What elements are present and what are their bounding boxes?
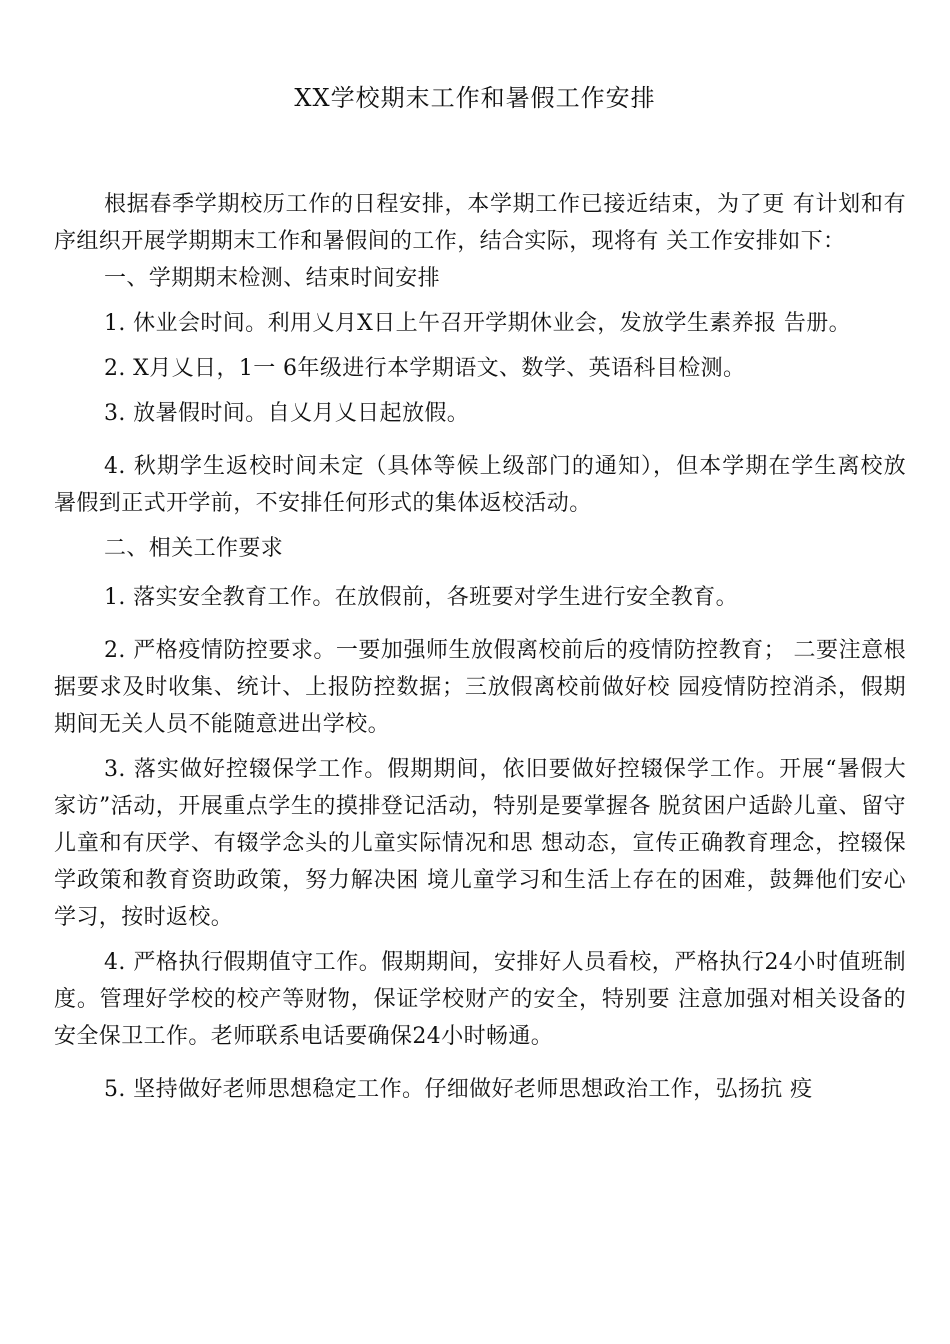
section-heading-requirements: 二、相关工作要求 bbox=[104, 536, 284, 561]
requirement-item-1: 1. 落实安全教育工作。在放假前，各班要对学生进行安全教育。 bbox=[104, 585, 738, 610]
requirement-item-2: 2. 严格疫情防控要求。一要加强师生放假离校前后的疫情防控教育； 二要注意根据要求及时收集、统计、上报防控数据；三放假离校前做好校 园疫情防控消杀，假期期间无关人员不能随意进出学校。 bbox=[54, 638, 906, 737]
schedule-item-1: 1. 休业会时间。利用乂月X日上午召开学期休业会，发放学生素养报 告册。 bbox=[104, 311, 852, 336]
schedule-item-3: 3. 放暑假时间。自乂月乂日起放假。 bbox=[104, 401, 470, 426]
document-title: XX学校期末工作和暑假工作安排 bbox=[294, 84, 656, 112]
schedule-item-2: 2. X月乂日，1一 6年级进行本学期语文、数学、英语科目检测。 bbox=[104, 356, 746, 381]
section-heading-schedule: 一、学期期末检测、结束时间安排 bbox=[104, 266, 441, 291]
requirement-item-4: 4. 严格执行假期值守工作。假期期间，安排好人员看校，严格执行24小时值班制度。管理好学校的校产等财物，保证学校财产的安全，特别要 注意加强对相关设备的安全保卫工作。老师联系电话要确保24小时畅通。 bbox=[54, 950, 906, 1049]
requirement-item-5: 5. 坚持做好老师思想稳定工作。仔细做好老师思想政治工作，弘扬抗 疫 bbox=[104, 1077, 813, 1102]
schedule-item-4: 4. 秋期学生返校时间未定（具体等候上级部门的通知），但本学期在学生离校放暑假到正式开学前，不安排任何形式的集体返校活动。 bbox=[54, 454, 906, 516]
intro-paragraph: 根据春季学期校历工作的日程安排，本学期工作已接近结束，为了更 有计划和有序组织开展学期期末工作和暑假间的工作，结合实际，现将有 关工作安排如下： bbox=[54, 192, 906, 254]
document-body bbox=[54, 186, 906, 1108]
requirement-item-3: 3. 落实做好控辍保学工作。假期期间，依旧要做好控辍保学工作。开展“暑假大家访”活动，开展重点学生的摸排登记活动，特别是要掌握各 脱贫困户适龄儿童、留守儿童和有厌学、有辍学念头的儿童实际情况和思 想动态，宣传正确教育理念，控辍保学政策和教育资助政策，努力解决困 境儿童学习和生活上存在的困难，鼓舞他们安心学习，按时返校。 bbox=[54, 757, 906, 930]
